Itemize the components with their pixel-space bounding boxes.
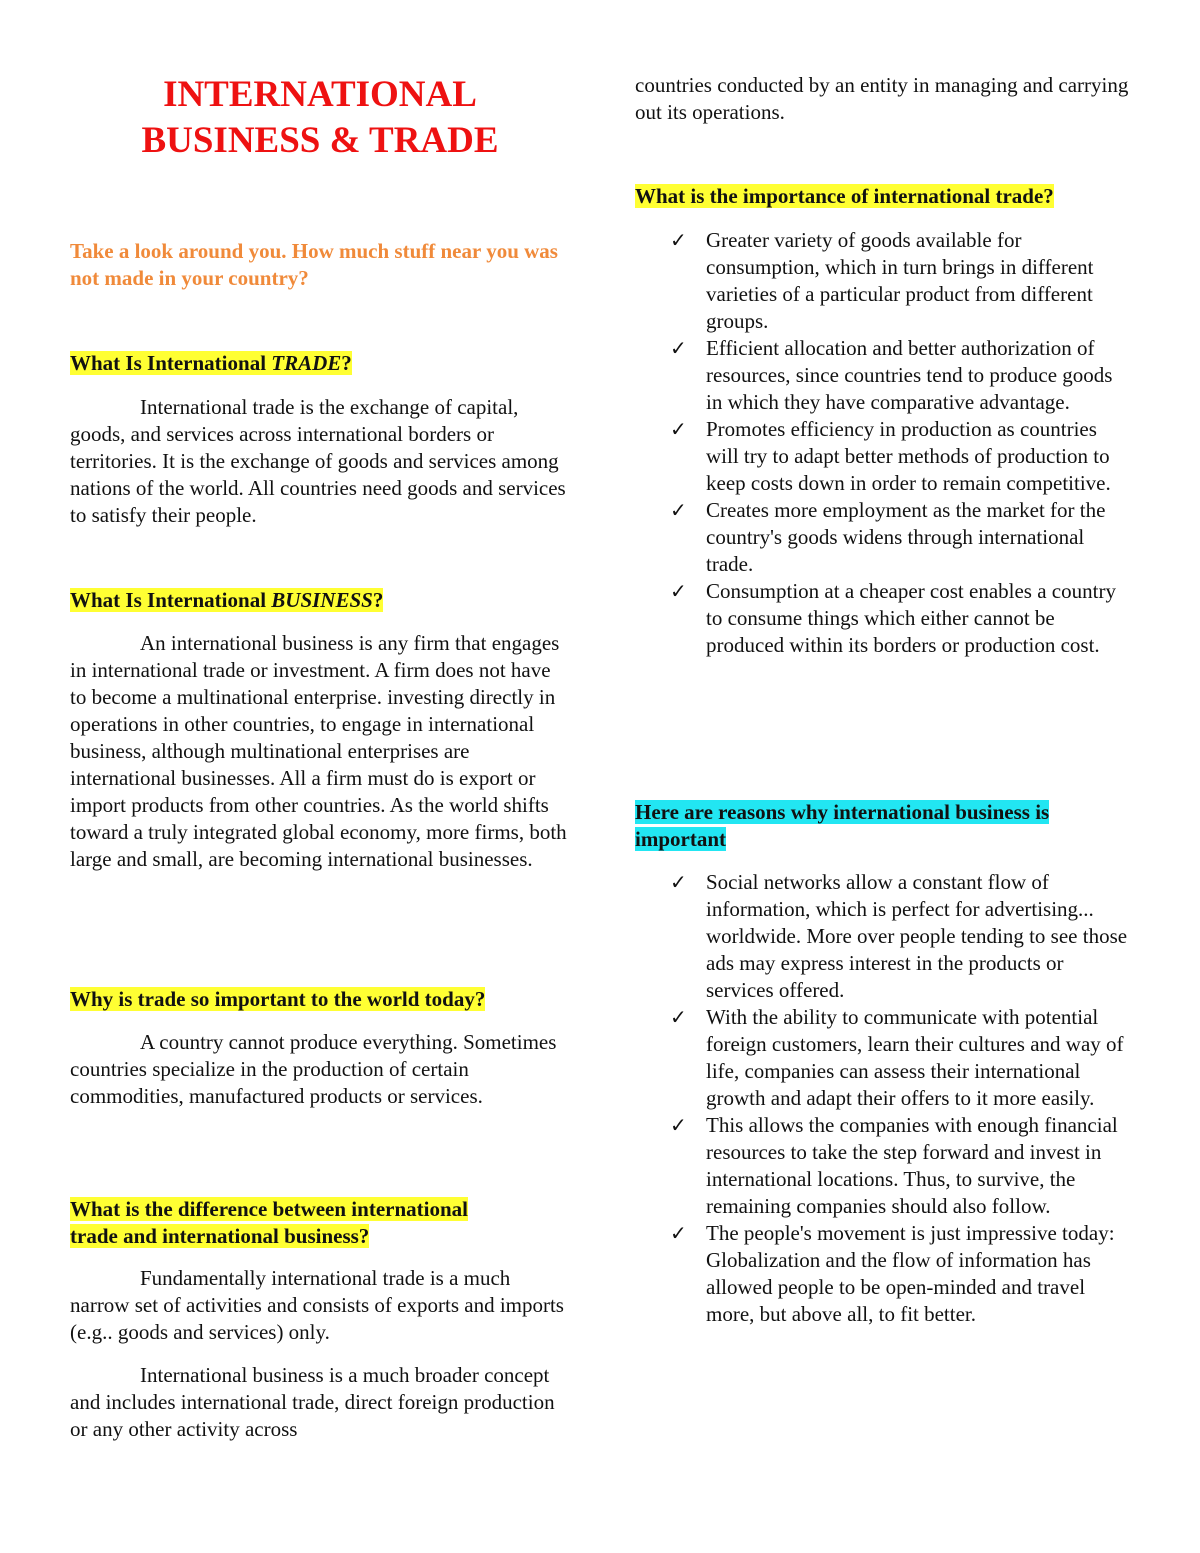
list-item: ✓ Greater variety of goods available for consumption, which in turn brings in different varieties of a particular product from different groups. [670, 228, 1094, 333]
heading-business: What Is International BUSINESS? [70, 588, 384, 612]
reasons-list [670, 869, 1132, 1328]
trade-paragraph: International trade is the exchange of capital, goods, and services across international borders or territories. It is the exchange of goods and services among nations of the world. All countries need goods and services to satisfy their people. [70, 395, 566, 527]
heading-importance: What is the importance of international trade? [635, 184, 1054, 208]
intro-question: Take a look around you. How much stuff near you was not made in your country? [70, 239, 558, 290]
heading-business-emphasis: BUSINESS [271, 588, 373, 612]
list-item: ✓ This allows the companies with enough financial resources to take the step forward and invest in international locations. Thus, to survive, the remaining companies should also follow. [670, 1113, 1118, 1218]
heading-why-trade: Why is trade so important to the world today? [70, 987, 486, 1011]
check-icon: ✓ [670, 1221, 687, 1245]
check-icon: ✓ [670, 498, 687, 522]
list-item: ✓ With the ability to communicate with potential foreign customers, learn their cultures and way of life, companies can assess their international growth and adapt their offers to it more easily. [670, 1005, 1124, 1110]
heading-reasons: Here are reasons why international business is important [635, 800, 1050, 851]
list-item: ✓ Creates more employment as the market for the country's goods widens through international trade. [670, 498, 1106, 576]
business-paragraph: An international business is any firm that engages in international trade or investment. A firm does not have to become a multinational enterprise. investing directly in operations in other countries, to engage in international business, although multinational enterprises are international businesses. All a firm must do is export or import products from other countries. As the world shifts toward a truly integrated global economy, more firms, both large and small, are becoming international businesses. [70, 631, 567, 871]
heading-trade: What Is International TRADE? [70, 351, 352, 375]
list-item: ✓ Efficient allocation and better authorization of resources, since countries tend to produce goods in which they have comparative advantage. [670, 336, 1113, 414]
check-icon: ✓ [670, 336, 687, 360]
list-item: ✓ Consumption at a cheaper cost enables a country to consume things which either cannot be produced within its borders or production cost. [670, 579, 1116, 657]
check-icon: ✓ [670, 1005, 687, 1029]
why-trade-paragraph: A country cannot produce everything. Sometimes countries specialize in the production of certain commodities, manufactured products or services. [70, 1030, 557, 1108]
heading-difference: What is the difference between international trade and international business? [70, 1197, 468, 1248]
document-title [70, 72, 570, 164]
list-item: ✓ Promotes efficiency in production as countries will try to adapt better methods of production to keep costs down in order to remain competitive. [670, 417, 1111, 495]
difference-paragraph-1: Fundamentally international trade is a much narrow set of activities and consists of exports and imports (e.g.. goods and services) only. [70, 1266, 564, 1344]
check-icon: ✓ [670, 579, 687, 603]
list-item: ✓ Social networks allow a constant flow of information, which is perfect for advertising... worldwide. More over people tending to see those ads may express interest in the products or services offered. [670, 870, 1128, 1002]
difference-paragraph-2: International business is a much broader concept and includes international trade, direct foreign production or any other activity across [70, 1363, 555, 1441]
title-line-2: BUSINESS & TRADE [141, 120, 499, 161]
list-item: ✓ The people's movement is just impressive today: Globalization and the flow of information has allowed people to be open-minded and travel more, but above all, to fit better. [670, 1221, 1115, 1326]
title-line-1: INTERNATIONAL [163, 74, 477, 115]
continuation-paragraph: countries conducted by an entity in managing and carrying out its operations. [635, 73, 1129, 124]
check-icon: ✓ [670, 228, 687, 252]
check-icon: ✓ [670, 417, 687, 441]
heading-trade-emphasis: TRADE [271, 351, 342, 375]
check-icon: ✓ [670, 1113, 687, 1137]
check-icon: ✓ [670, 870, 687, 894]
importance-list [670, 227, 1132, 659]
